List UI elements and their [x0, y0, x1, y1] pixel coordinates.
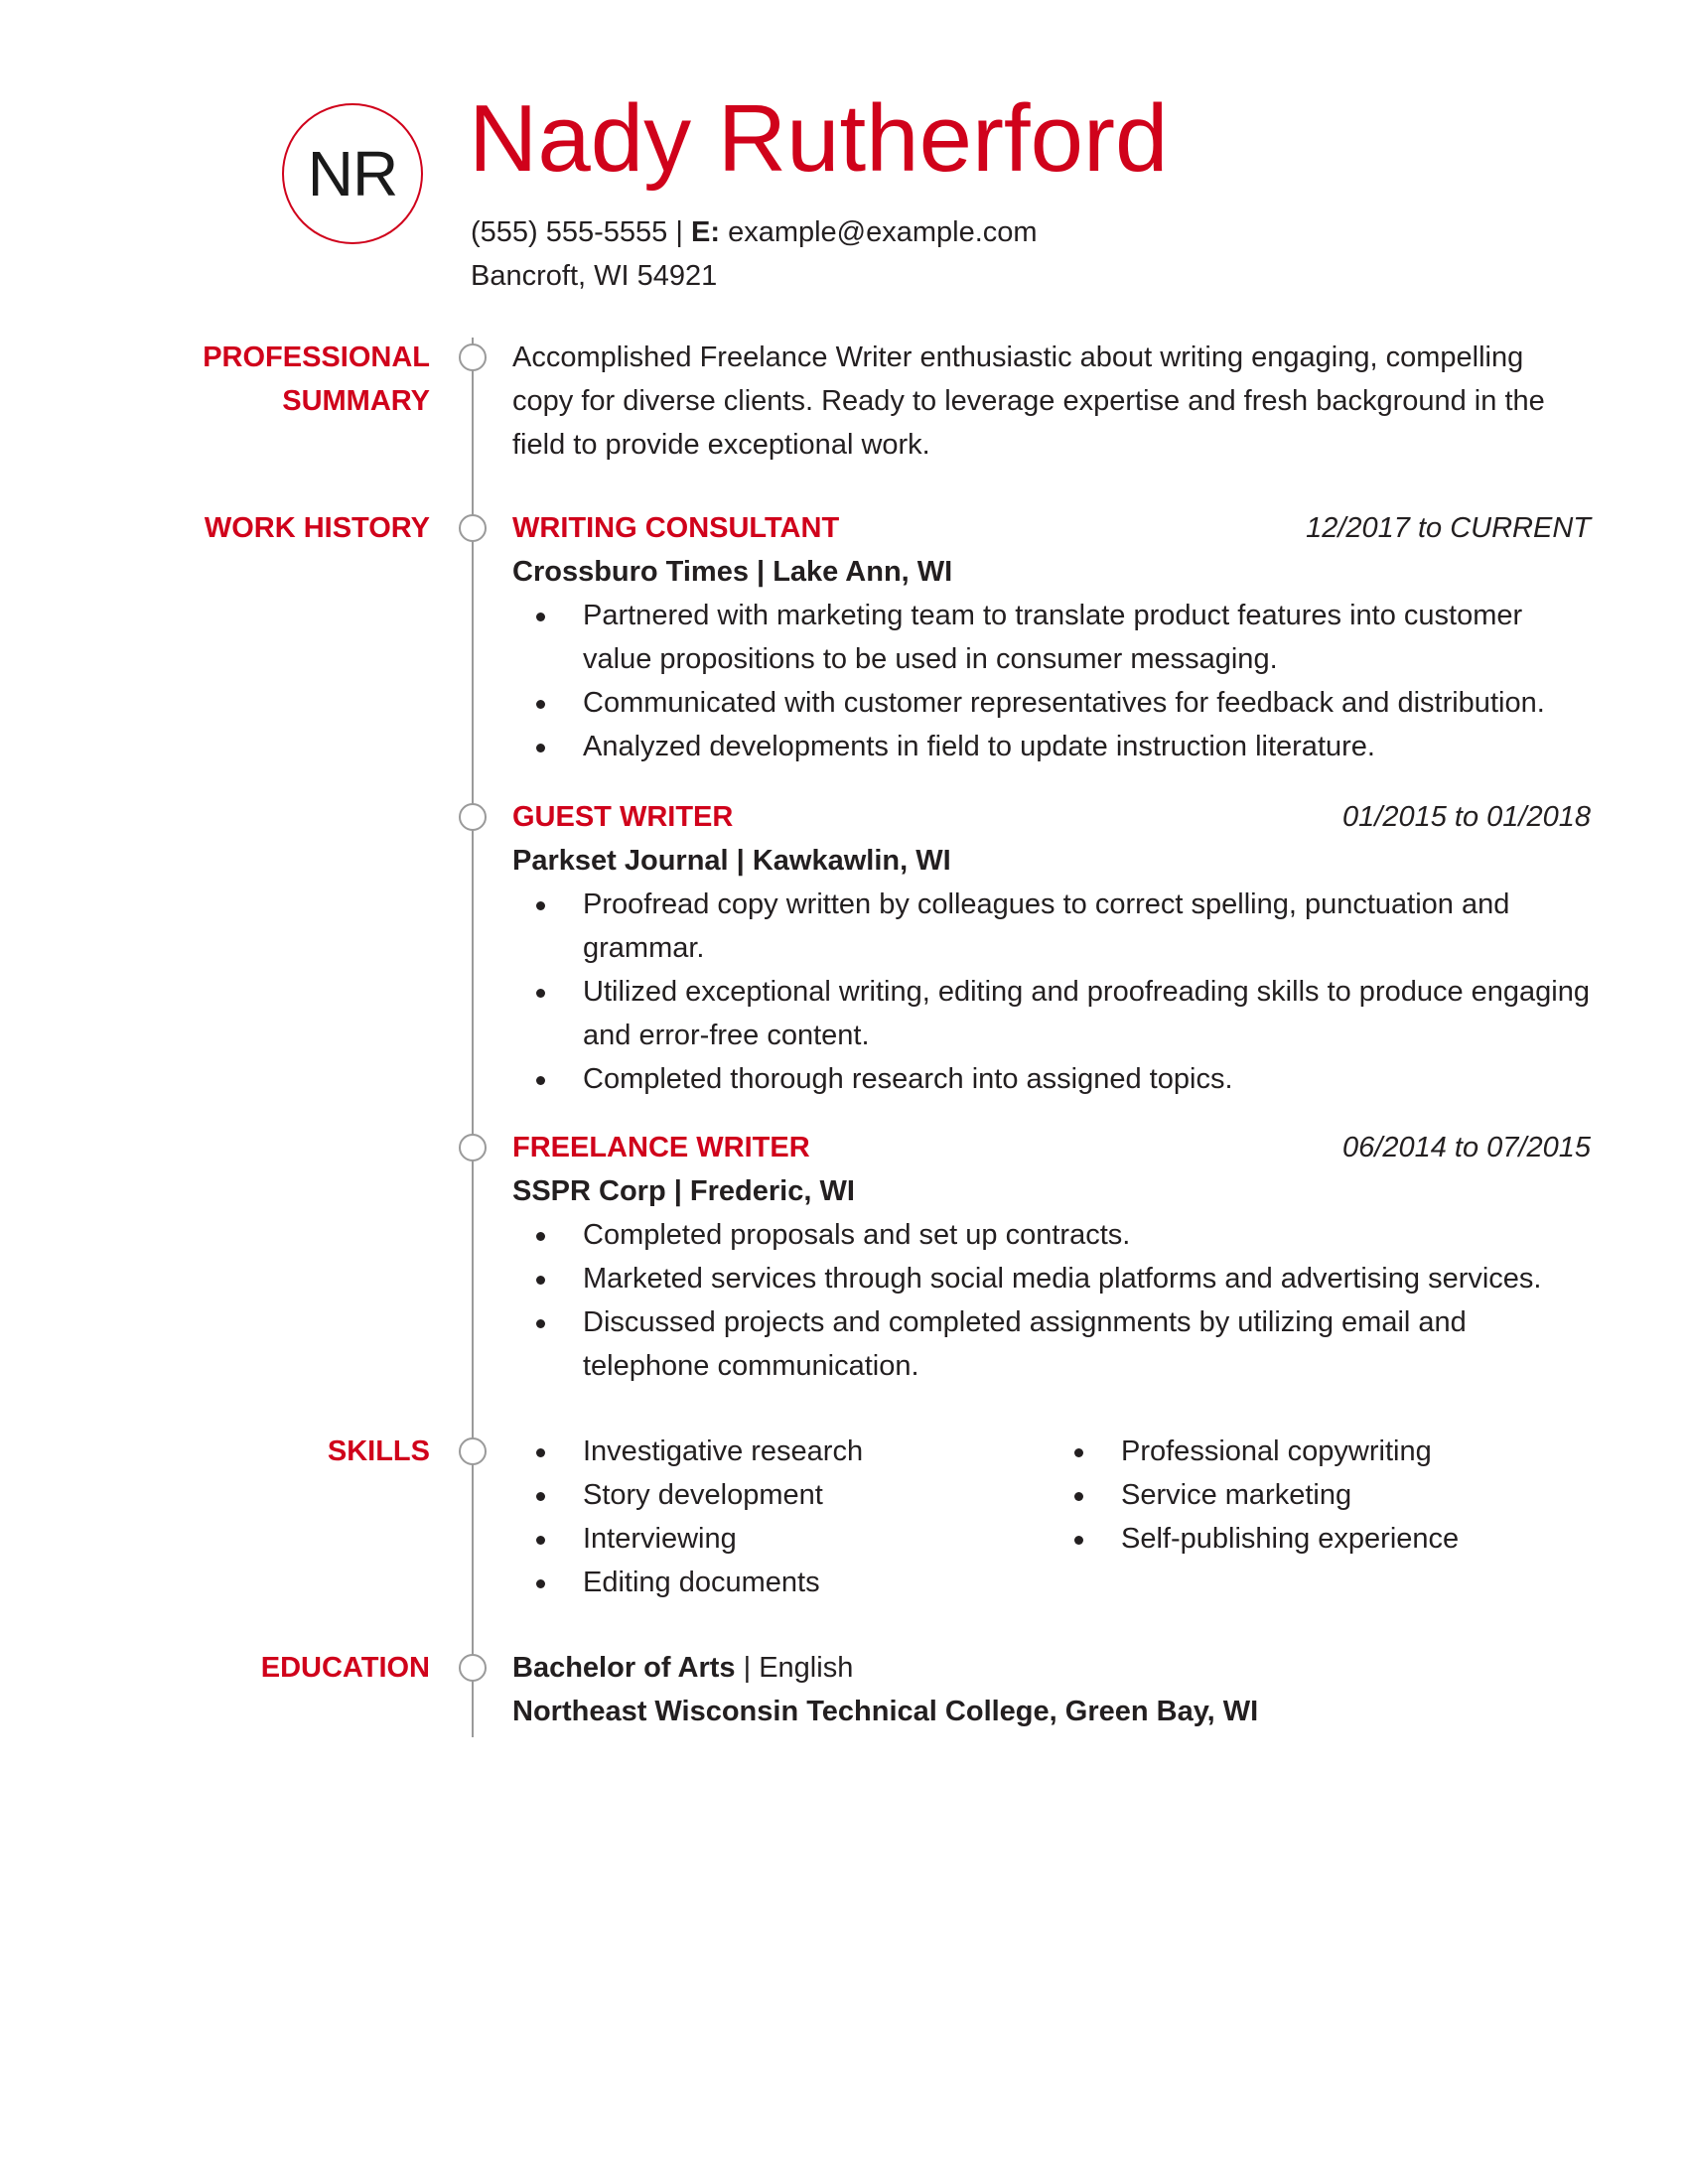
job-bullet: Discussed projects and completed assignments by utilizing email and telephone communication. — [512, 1300, 1591, 1388]
skill-item: Service marketing — [1051, 1473, 1589, 1517]
timeline-dot-skills — [459, 1437, 487, 1465]
monogram-initials: NR — [307, 138, 398, 209]
job-dates: 01/2015 to 01/2018 — [1342, 801, 1591, 833]
job-bullet: Utilized exceptional writing, editing and proofreading skills to produce engaging and error-free content. — [512, 970, 1591, 1057]
skill-item: Interviewing — [512, 1517, 1051, 1561]
timeline-dot-job-2 — [459, 803, 487, 831]
job-company: Crossburo Times | Lake Ann, WI — [512, 556, 953, 588]
education-section — [512, 1646, 1591, 1733]
job-header — [512, 506, 1591, 550]
skill-item: Editing documents — [512, 1561, 1051, 1604]
skills-list-left — [512, 1430, 1051, 1604]
job-entry — [512, 1126, 1591, 1388]
job-header — [512, 795, 1591, 839]
skill-item: Investigative research — [512, 1430, 1051, 1473]
degree-field: English — [759, 1652, 854, 1684]
candidate-name: Nady Rutherford — [469, 85, 1169, 192]
job-bullet: Proofread copy written by colleagues to correct spelling, punctuation and grammar. — [512, 883, 1591, 970]
summary-section — [512, 336, 1591, 467]
job-bullet: Completed proposals and set up contracts. — [512, 1213, 1591, 1257]
section-label-education: EDUCATION — [260, 1652, 430, 1684]
job-dates: 06/2014 to 07/2015 — [1342, 1132, 1591, 1163]
timeline-line — [472, 338, 474, 1737]
summary-text: Accomplished Freelance Writer enthusiastic about writing engaging, compelling copy for diverse clients. Ready to leverage expertise and fresh background in the field to provide exceptional work. — [512, 341, 1545, 461]
skills-list-right — [1051, 1430, 1589, 1604]
email-label: E: — [691, 216, 720, 248]
timeline-dot-summary — [459, 343, 487, 371]
section-label-work-history: WORK HISTORY — [204, 512, 430, 544]
skill-item: Self-publishing experience — [1051, 1517, 1589, 1561]
degree: Bachelor of Arts — [512, 1652, 736, 1684]
contact-line-1 — [471, 210, 1038, 254]
section-label-summary — [203, 336, 430, 423]
job-bullets — [512, 1213, 1591, 1388]
contact-block — [471, 210, 1038, 298]
school: Northeast Wisconsin Technical College, Green Bay, WI — [512, 1696, 1259, 1727]
address: Bancroft, WI 54921 — [471, 260, 718, 292]
skill-item: Story development — [512, 1473, 1051, 1517]
job-company: Parkset Journal | Kawkawlin, WI — [512, 845, 951, 877]
job-title: WRITING CONSULTANT — [512, 512, 840, 544]
timeline-dot-job-3 — [459, 1134, 487, 1161]
timeline-dot-education — [459, 1654, 487, 1682]
job-bullet: Completed thorough research into assigned topics. — [512, 1057, 1591, 1101]
skill-item: Professional copywriting — [1051, 1430, 1589, 1473]
job-dates: 12/2017 to CURRENT — [1306, 512, 1591, 544]
job-bullet: Analyzed developments in field to update instruction literature. — [512, 725, 1591, 768]
contact-separator: | — [675, 216, 683, 248]
job-bullet: Communicated with customer representatives for feedback and distribution. — [512, 681, 1591, 725]
skills-columns — [512, 1430, 1591, 1604]
job-title: GUEST WRITER — [512, 801, 734, 833]
monogram-badge — [282, 103, 423, 244]
job-company: SSPR Corp | Frederic, WI — [512, 1175, 855, 1207]
email-address[interactable]: example@example.com — [728, 216, 1038, 248]
timeline-dot-job-1 — [459, 514, 487, 542]
summary-label-line-1: PROFESSIONAL — [203, 341, 430, 373]
education-degree-line — [512, 1646, 1591, 1690]
job-bullets — [512, 594, 1591, 768]
phone-number: (555) 555-5555 — [471, 216, 668, 248]
job-bullet: Partnered with marketing team to translate product features into customer value propositions to be used in consumer messaging. — [512, 594, 1591, 681]
job-entry — [512, 506, 1591, 768]
degree-separator: | — [743, 1652, 752, 1684]
job-header — [512, 1126, 1591, 1169]
job-bullets — [512, 883, 1591, 1101]
job-bullet: Marketed services through social media platforms and advertising services. — [512, 1257, 1591, 1300]
skills-section — [512, 1430, 1591, 1604]
job-entry — [512, 795, 1591, 1101]
job-title: FREELANCE WRITER — [512, 1132, 810, 1163]
summary-label-line-2: SUMMARY — [282, 385, 430, 417]
section-label-skills: SKILLS — [327, 1435, 430, 1467]
